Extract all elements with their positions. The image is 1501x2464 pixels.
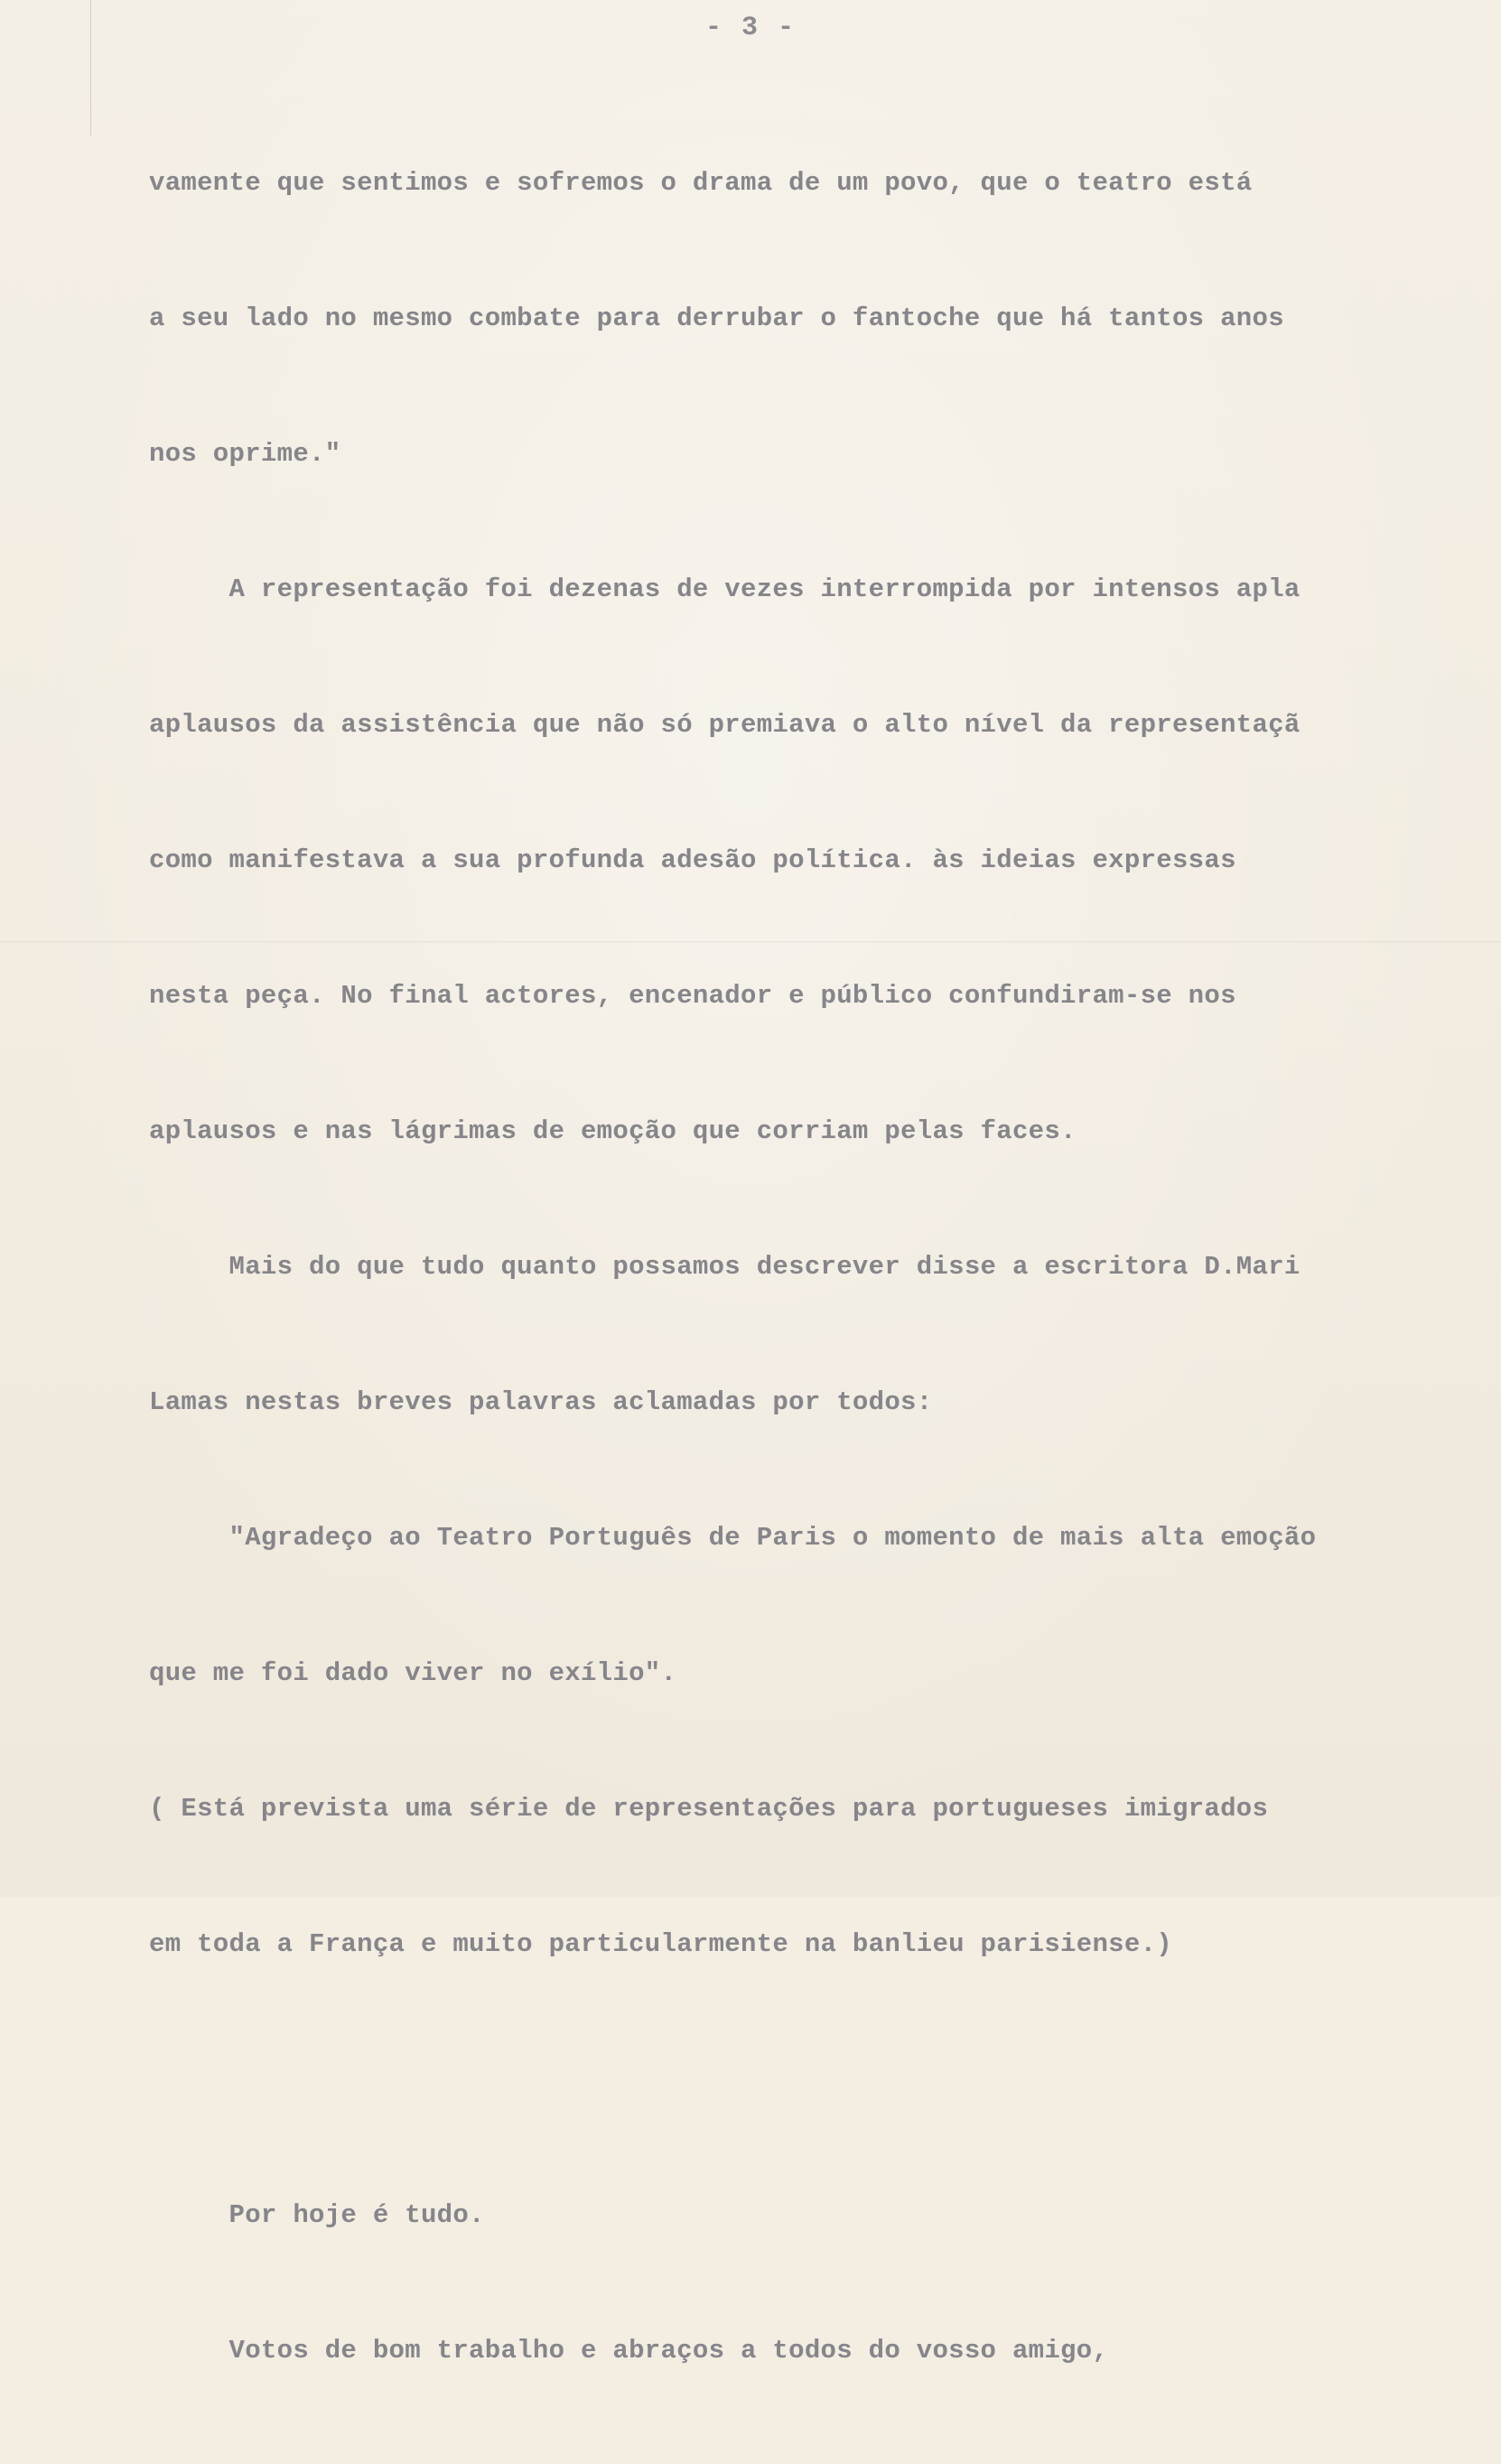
body-line: Mais do que tudo quanto possamos descrever disse a escritora D.Mari: [149, 1252, 1301, 1282]
page-number: - 3 -: [704, 13, 796, 43]
blank-line: [149, 2058, 1486, 2103]
body-line: vamente que sentimos e sofremos o drama de um povo, que o teatro está: [149, 168, 1253, 198]
body-line: A representação foi dezenas de vezes interrompida por intensos apla: [149, 574, 1301, 604]
letter-body: [149, 70, 1486, 2464]
body-line: como manifestava a sua profunda adesão política. às ideias expressas: [149, 845, 1236, 875]
body-line: nos oprime.": [149, 439, 341, 469]
body-line: aplausos e nas lágrimas de emoção que corriam pelas faces.: [149, 1116, 1077, 1146]
closing-line: Por hoje é tudo.: [149, 2200, 485, 2230]
body-line: "Agradeço ao Teatro Português de Paris o momento de mais alta emoção: [149, 1523, 1317, 1553]
body-line: aplausos da assistência que não só premiava o alto nível da representaçã: [149, 710, 1301, 740]
body-line: Lamas nestas breves palavras aclamadas por todos:: [149, 1387, 933, 1417]
body-line: ( Está prevista uma série de representações para portugueses imigrados: [149, 1794, 1269, 1824]
closing-line: Votos de bom trabalho e abraços a todos do vosso amigo,: [149, 2336, 1109, 2366]
body-line: que me foi dado viver no exílio".: [149, 1658, 677, 1688]
body-line: nesta peça. No final actores, encenador e público confundiram-se nos: [149, 981, 1236, 1011]
body-line: em toda a França e muito particularmente na banlieu parisiense.): [149, 1929, 1172, 1959]
body-line: a seu lado no mesmo combate para derrubar o fantoche que há tantos anos: [149, 303, 1284, 333]
